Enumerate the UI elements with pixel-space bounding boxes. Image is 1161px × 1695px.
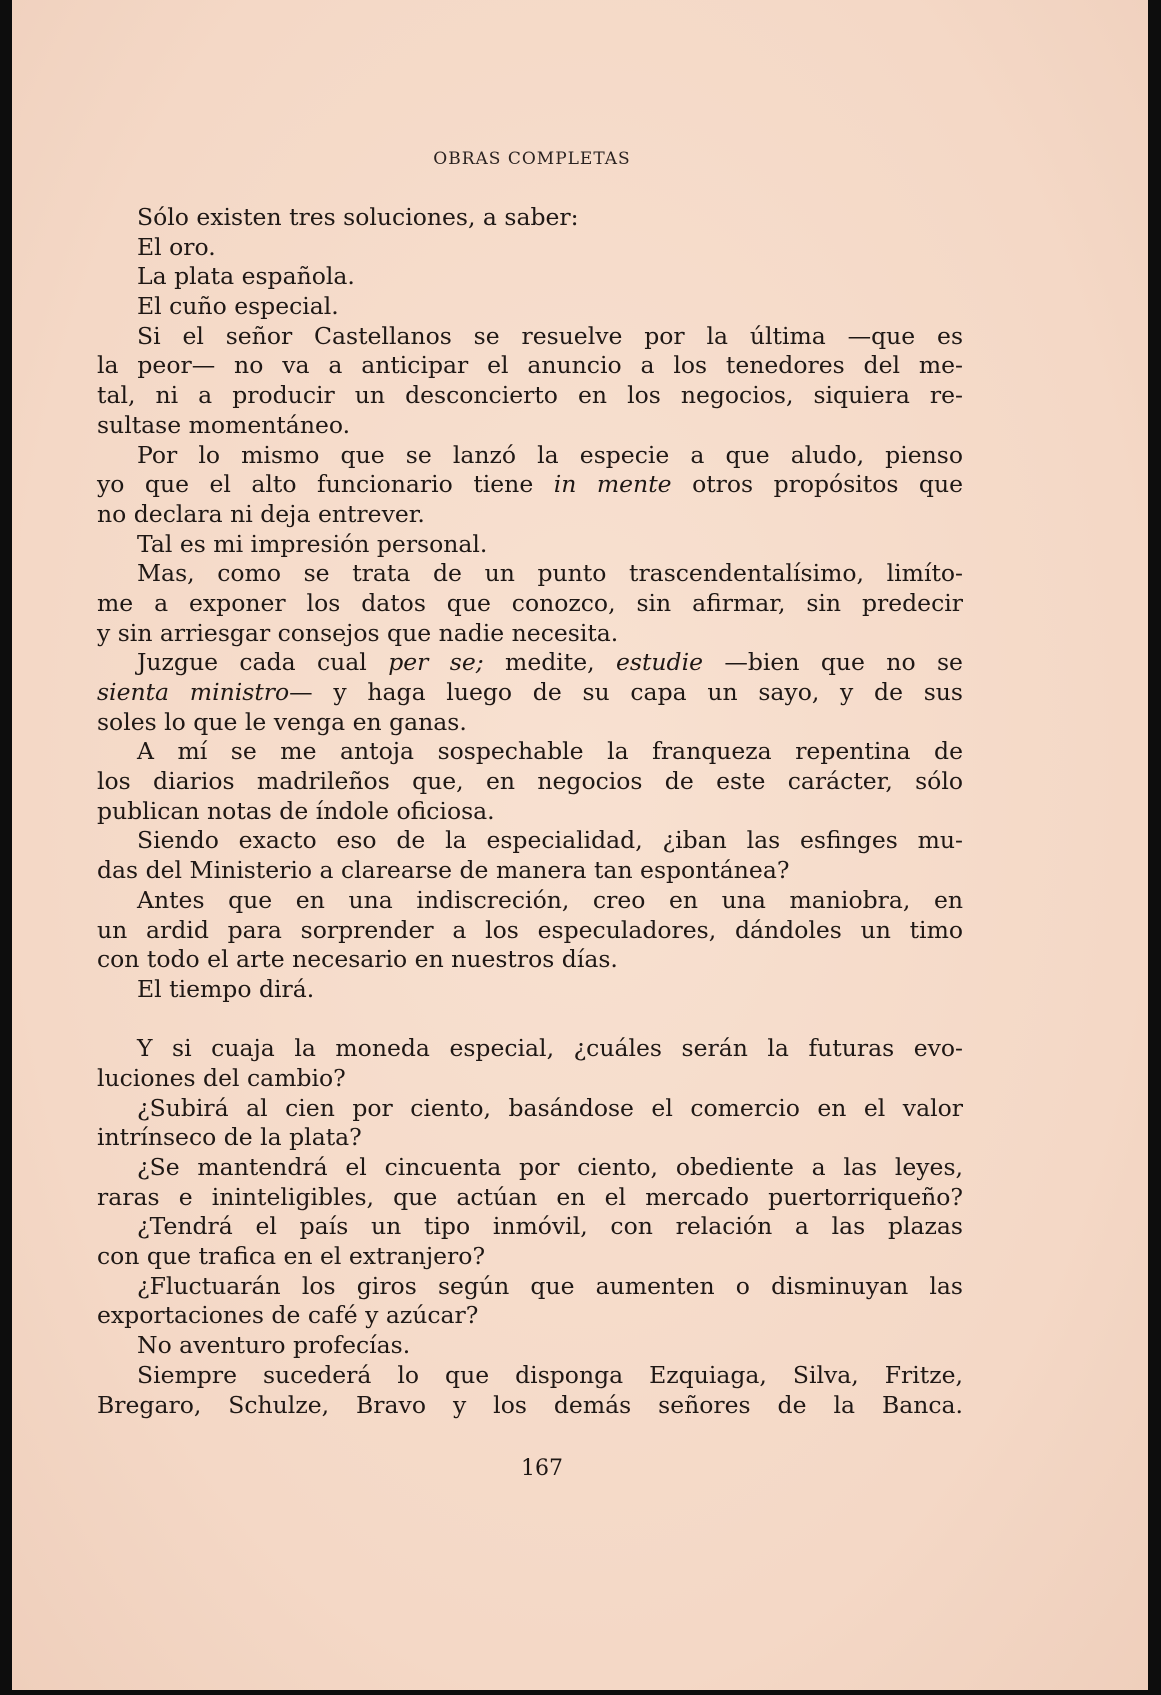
text-line: El cuño especial. (137, 292, 339, 321)
text-line: la peor— no va a anticipar el anuncio a los tenedores del me- (97, 351, 963, 380)
text-line: Bregaro, Schulze, Bravo y los demás señores de la Banca. (97, 1390, 963, 1419)
text-line: ¿Fluctuarán los giros según que aumenten o disminuyan las (137, 1271, 963, 1300)
text-line: con todo el arte necesario en nuestros días. (97, 945, 618, 974)
text-segment: yo que el alto funcionario tiene (97, 470, 534, 499)
text-line: ¿Subirá al cien por ciento, basándose el comercio en el valor (137, 1093, 963, 1122)
text-line: exportaciones de café y azúcar? (97, 1301, 479, 1330)
text-line: El tiempo dirá. (137, 974, 315, 1003)
text-line: no declara ni deja entrever. (97, 499, 425, 528)
text-segment: —bien que no se (724, 648, 963, 677)
text-segment: Juzgue cada cual (137, 648, 367, 677)
section-break (97, 1005, 963, 1035)
text-line: luciones del cambio? (97, 1063, 346, 1092)
running-header: OBRAS COMPLETAS (433, 149, 631, 169)
text-line-mixed (97, 470, 963, 500)
italic-phrase: estudie (615, 648, 703, 677)
text-line-mixed (97, 648, 963, 678)
text-line: publican notas de índole oficiosa. (97, 796, 495, 825)
text-line: Tal es mi impresión personal. (137, 529, 488, 558)
text-line: Siempre sucederá lo que disponga Ezquiaga, Silva, Fritze, (137, 1360, 963, 1389)
text-segment: — y haga luego de su capa un sayo, y de sus (289, 678, 963, 706)
text-line: sultase momentáneo. (97, 410, 351, 439)
text-line: Siendo exacto eso de la especialidad, ¿iban las esfinges mu- (137, 826, 963, 855)
page-number: 167 (521, 1456, 563, 1481)
book-page (12, 0, 1148, 1690)
text-line: tal, ni a producir un desconcierto en los negocios, siquiera re- (97, 381, 963, 410)
body-text (97, 203, 963, 1420)
text-line: soles lo que le venga en ganas. (97, 707, 467, 736)
text-line: Sólo existen tres soluciones, a saber: (137, 203, 579, 231)
text-line: los diarios madrileños que, en negocios de este carácter, sólo (97, 767, 963, 796)
text-line: Y si cuaja la moneda especial, ¿cuáles serán la futuras evo- (137, 1034, 963, 1063)
text-line: das del Ministerio a clarearse de manera tan espontánea? (97, 856, 790, 885)
text-segment: otros propósitos que (692, 470, 963, 499)
text-line: Mas, como se trata de un punto trascendentalísimo, limíto- (137, 559, 963, 588)
text-line: No aventuro profecías. (137, 1331, 411, 1360)
text-line: me a exponer los datos que conozco, sin afirmar, sin predecir (97, 588, 963, 617)
text-segment: medite, (505, 648, 595, 677)
italic-phrase: per se; (388, 648, 484, 677)
italic-phrase: sienta ministro (97, 678, 290, 706)
text-line: con que trafica en el extranjero? (97, 1242, 486, 1271)
text-line: ¿Tendrá el país un tipo inmóvil, con relación a las plazas (137, 1212, 963, 1241)
text-line: Por lo mismo que se lanzó la especie a que aludo, pienso (137, 440, 963, 469)
text-line: raras e ininteligibles, que actúan en el mercado puertorriqueño? (97, 1182, 963, 1211)
text-line: ¿Se mantendrá el cincuenta por ciento, obediente a las leyes, (137, 1153, 963, 1181)
text-line: intrínseco de la plata? (97, 1123, 362, 1152)
text-line: El oro. (137, 232, 216, 261)
text-line: La plata española. (137, 262, 355, 291)
text-line: Antes que en una indiscreción, creo en una maniobra, en (137, 885, 963, 914)
italic-phrase: in mente (553, 470, 672, 499)
text-line-mixed (97, 678, 963, 708)
text-line: y sin arriesgar consejos que nadie necesita. (97, 618, 619, 647)
text-line: Si el señor Castellanos se resuelve por la última —que es (137, 321, 963, 350)
text-line: A mí se me antoja sospechable la franqueza repentina de (137, 737, 963, 766)
text-line: un ardid para sorprender a los especuladores, dándoles un timo (97, 915, 963, 944)
